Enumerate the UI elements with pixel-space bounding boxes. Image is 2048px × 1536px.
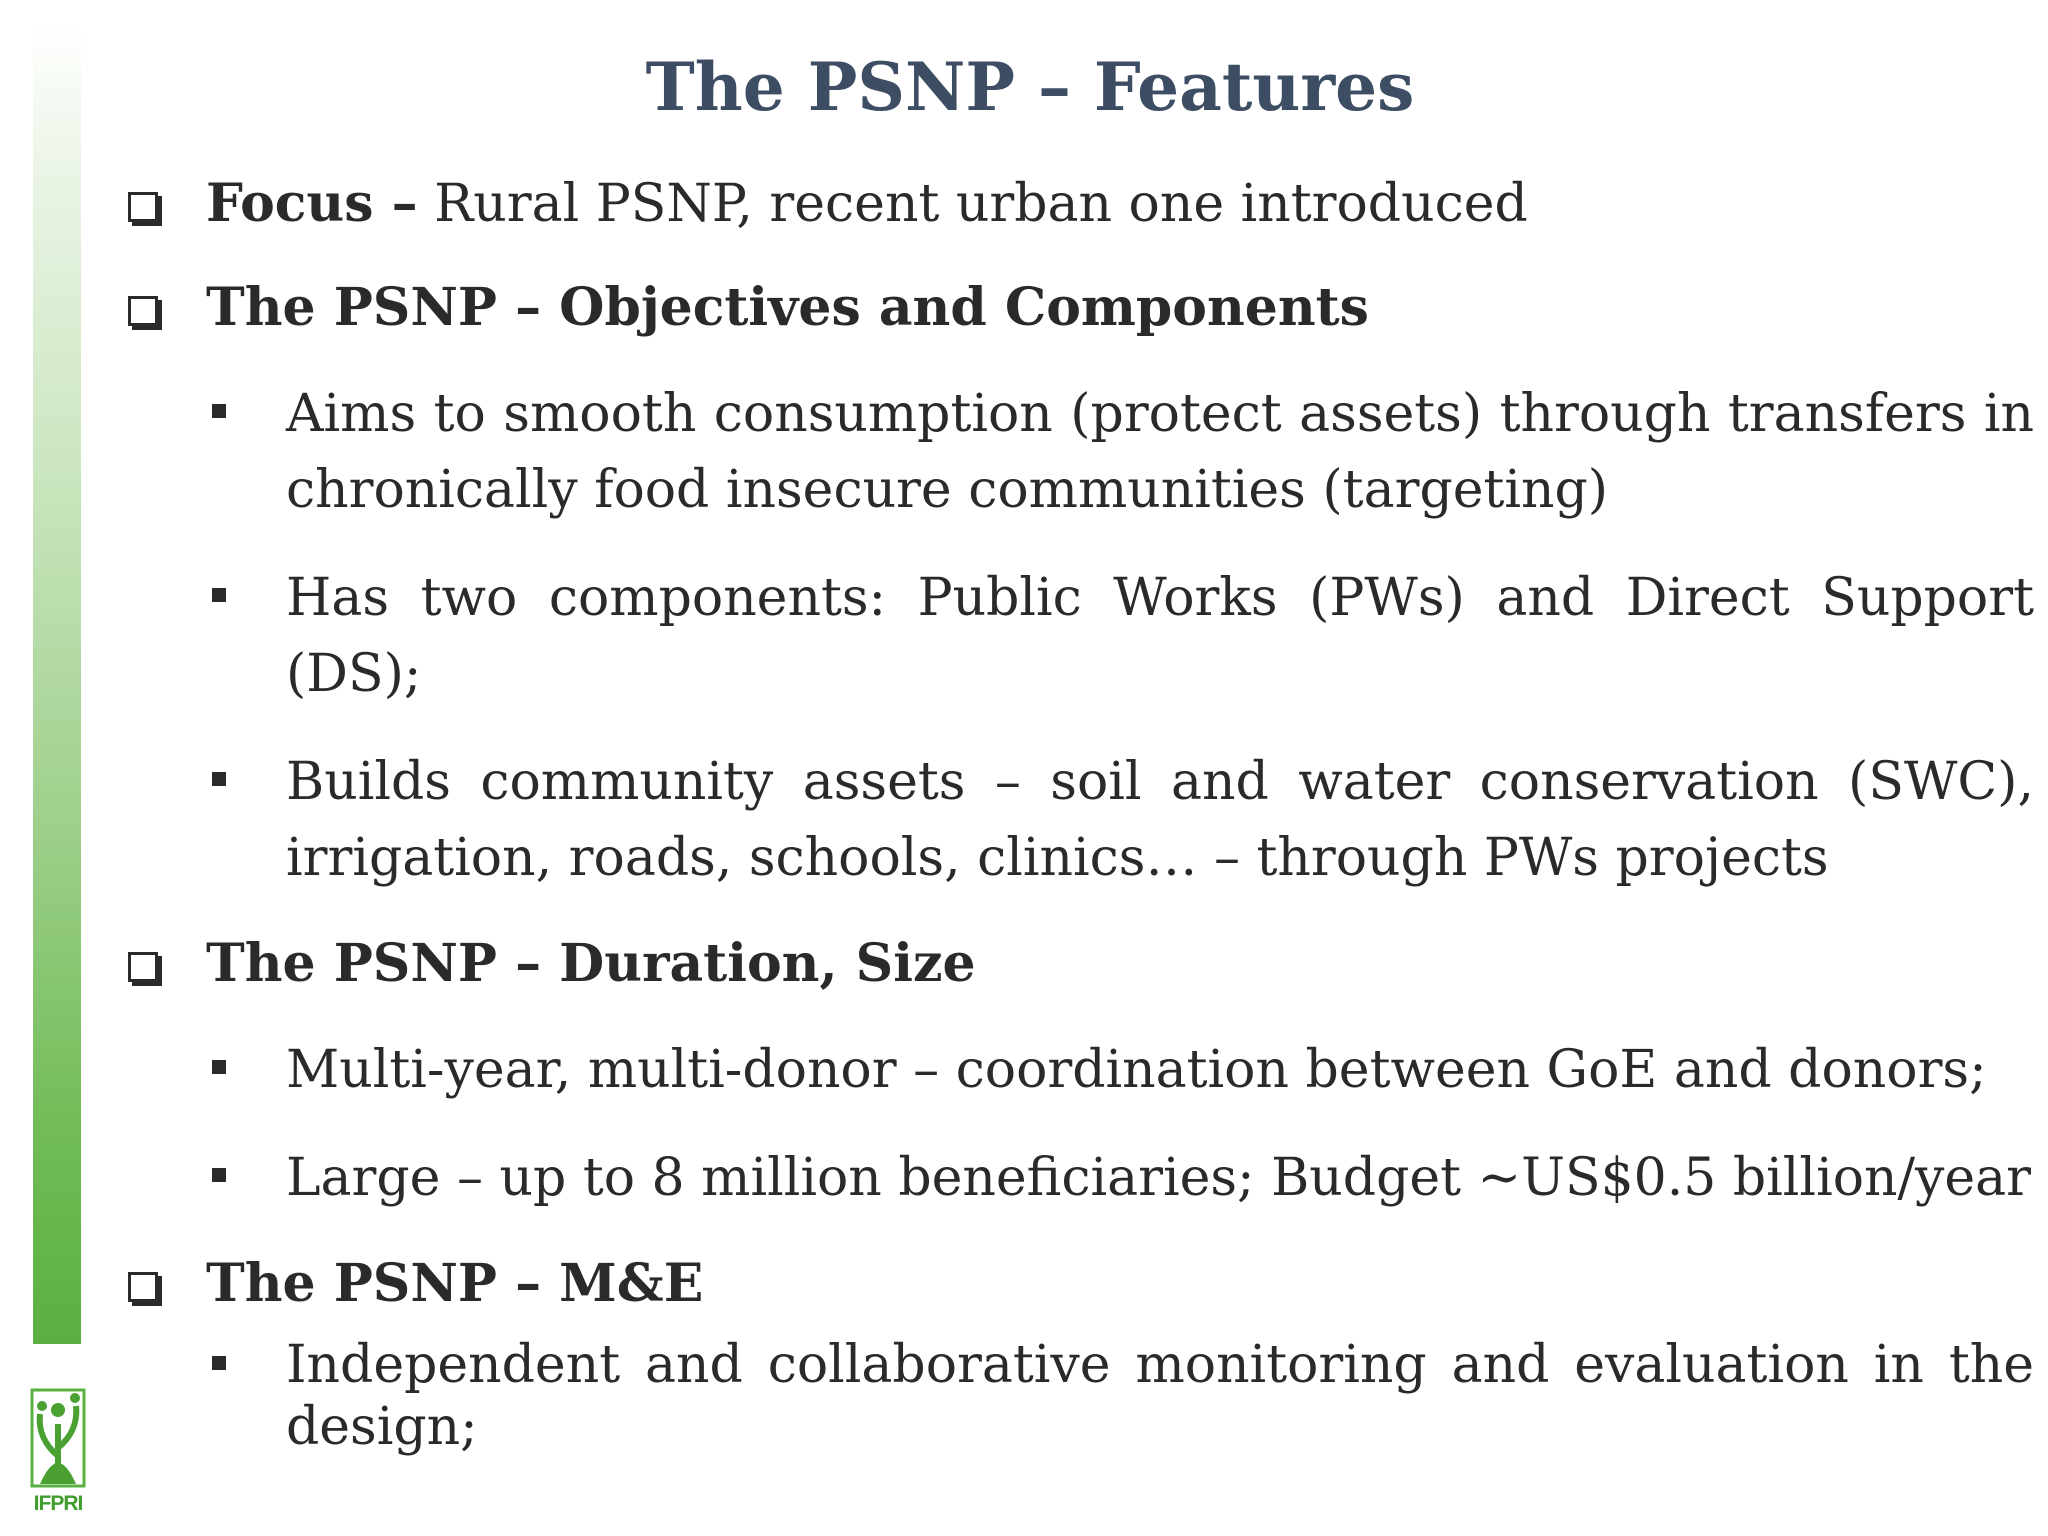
bullet-item	[120, 1140, 2040, 1216]
section-heading: The PSNP – Objectives and Components	[206, 277, 1369, 338]
section-me	[120, 1248, 2040, 1320]
section-heading: Focus –	[206, 173, 418, 234]
ifpri-logo-icon	[28, 1384, 88, 1492]
slide-content	[120, 168, 2040, 1490]
bullet-text: Aims to smooth consumption (protect assets) through transfers in chronically food insecure communities (targeting)	[286, 384, 2034, 520]
bullet-item	[120, 1032, 2040, 1108]
section-heading-rest: Rural PSNP, recent urban one introduced	[417, 174, 1528, 234]
side-gradient-bar	[33, 24, 81, 1344]
section-heading: The PSNP – M&E	[206, 1253, 704, 1314]
bullet-text: Has two components: Public Works (PWs) and Direct Support (DS);	[286, 568, 2034, 704]
bullet-item	[120, 376, 2040, 528]
ifpri-logo	[28, 1384, 88, 1524]
bullet-item	[120, 560, 2040, 712]
checkbox-bullet-icon	[128, 296, 158, 326]
square-bullet-icon	[212, 1168, 226, 1182]
section-heading: The PSNP – Duration, Size	[206, 933, 976, 994]
bullet-text: Large – up to 8 million beneficiaries; Budget ~US$0.5 billion/year	[286, 1148, 2032, 1208]
square-bullet-icon	[212, 772, 226, 786]
section-focus	[120, 168, 2040, 240]
bullet-text: Builds community assets – soil and water conservation (SWC), irrigation, roads, schools, clinics… – through PWs projects	[286, 752, 2034, 888]
square-bullet-icon	[212, 404, 226, 418]
section-objectives	[120, 272, 2040, 344]
bullet-text: Multi-year, multi-donor – coordination between GoE and donors;	[286, 1040, 1987, 1100]
bullet-text: Independent and collaborative monitoring and evaluation in the design;	[286, 1335, 2034, 1457]
bullet-item	[120, 1334, 2040, 1458]
checkbox-bullet-icon	[128, 1272, 158, 1302]
square-bullet-icon	[212, 1356, 226, 1370]
bullet-item	[120, 744, 2040, 896]
section-duration-size	[120, 928, 2040, 1000]
square-bullet-icon	[212, 1060, 226, 1074]
slide-title: The PSNP – Features	[645, 48, 1415, 126]
checkbox-bullet-icon	[128, 192, 158, 222]
ifpri-logo-text: IFPRI	[33, 1492, 83, 1515]
square-bullet-icon	[212, 588, 226, 602]
checkbox-bullet-icon	[128, 952, 158, 982]
